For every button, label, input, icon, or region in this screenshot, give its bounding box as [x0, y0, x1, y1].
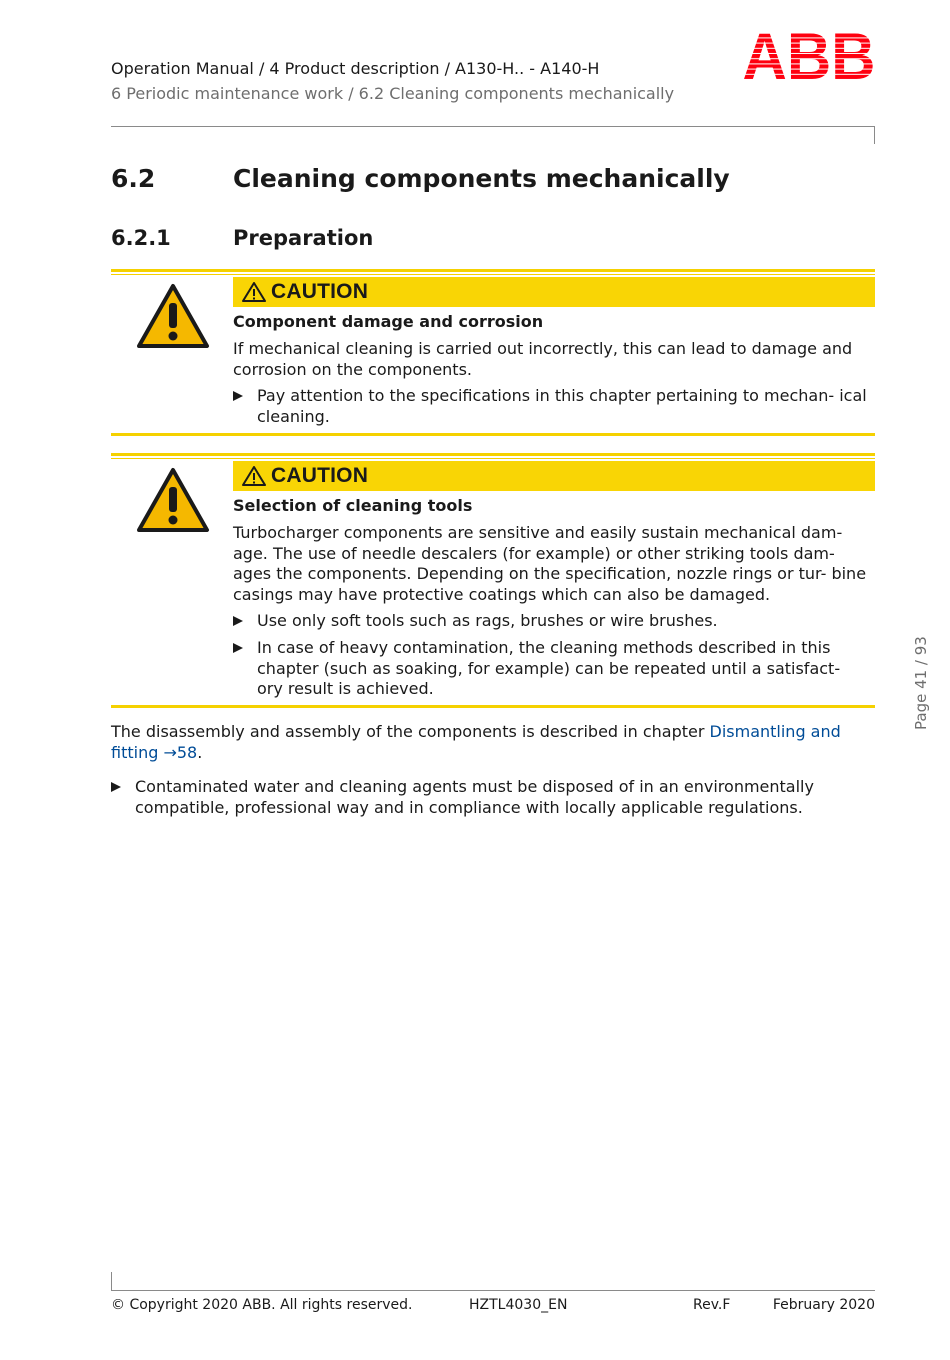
header-rule-tick	[874, 126, 875, 144]
caution-banner	[233, 277, 875, 307]
bullet-arrow-icon	[233, 643, 243, 653]
caution-small-icon	[241, 281, 267, 303]
warning-triangle-icon	[136, 467, 210, 533]
body-text: The disassembly and assembly of the components is described in chapter	[111, 722, 710, 741]
footer-rule	[111, 1290, 875, 1291]
caution-heading: Component damage and corrosion	[233, 312, 544, 331]
caution-box	[111, 453, 875, 708]
footer-rule-tick	[111, 1272, 112, 1290]
caution-bullet-text: Use only soft tools such as rags, brushes or wire brushes.	[257, 611, 718, 630]
body-text-end: .	[197, 742, 203, 762]
caution-bullet-text: In case of heavy contamination, the cleaning methods described in this chapter (such as soaking, for example) can be repeated until a satisfact- ory result is achieved.	[257, 638, 841, 698]
caution-text: Turbocharger components are sensitive and easily sustain mechanical dam- age. The use of needle descalers (for example) or other striking tools dam- ages the components. Depending on the specification, nozzle rings or tur- bine casings may have protective coatings which can also be damaged.	[233, 523, 867, 604]
footer-doc-id: HZTL4030_EN	[469, 1297, 568, 1313]
bullet-arrow-icon	[111, 782, 121, 792]
bullet-arrow-icon	[233, 391, 243, 401]
caution-box	[111, 269, 875, 436]
header-breadcrumb-secondary: 6 Periodic maintenance work / 6.2 Cleaning components mechanically	[111, 84, 675, 103]
section-number: 6.2	[111, 164, 156, 193]
caution-small-icon	[241, 465, 267, 487]
page-number-label: Page 41 / 93	[912, 636, 930, 730]
caution-bullet-text: Pay attention to the specifications in this chapter pertaining to mechan- ical cleaning.	[257, 386, 867, 426]
bullet-arrow-icon	[233, 616, 243, 626]
subsection-number: 6.2.1	[111, 226, 171, 250]
caution-top-rule	[111, 458, 875, 459]
subsection-title: Preparation	[233, 226, 374, 250]
caution-label: CAUTION	[271, 280, 369, 303]
caution-bullet	[233, 611, 868, 632]
footer-date: February 2020	[772, 1297, 875, 1313]
logo-text: ABB	[743, 28, 876, 80]
caution-bullet	[233, 386, 868, 427]
header-rule	[111, 126, 875, 127]
abb-logo	[743, 28, 876, 80]
body-bullet-text: Contaminated water and cleaning agents must be disposed of in an environmentally compatible, professional way and in compliance with locally applicable regulations.	[135, 777, 814, 817]
body-paragraph	[111, 722, 875, 763]
footer-copyright: © Copyright 2020 ABB. All rights reserved.	[111, 1297, 413, 1313]
section-title: Cleaning components mechanically	[233, 164, 730, 193]
warning-triangle-icon	[136, 283, 210, 349]
caution-banner	[233, 461, 875, 491]
caution-bullet	[233, 638, 868, 700]
footer-revision: Rev.F	[693, 1297, 731, 1313]
caution-heading: Selection of cleaning tools	[233, 496, 473, 515]
header-breadcrumb-primary: Operation Manual / 4 Product description / A130-H.. - A140-H	[111, 59, 600, 78]
caution-text: If mechanical cleaning is carried out incorrectly, this can lead to damage and corrosion on the components.	[233, 339, 853, 379]
body-bullet	[111, 777, 875, 818]
caution-top-rule	[111, 274, 875, 275]
caution-label: CAUTION	[271, 464, 369, 487]
chapter-link[interactable]: Dismantling and fitting →58	[111, 722, 841, 762]
